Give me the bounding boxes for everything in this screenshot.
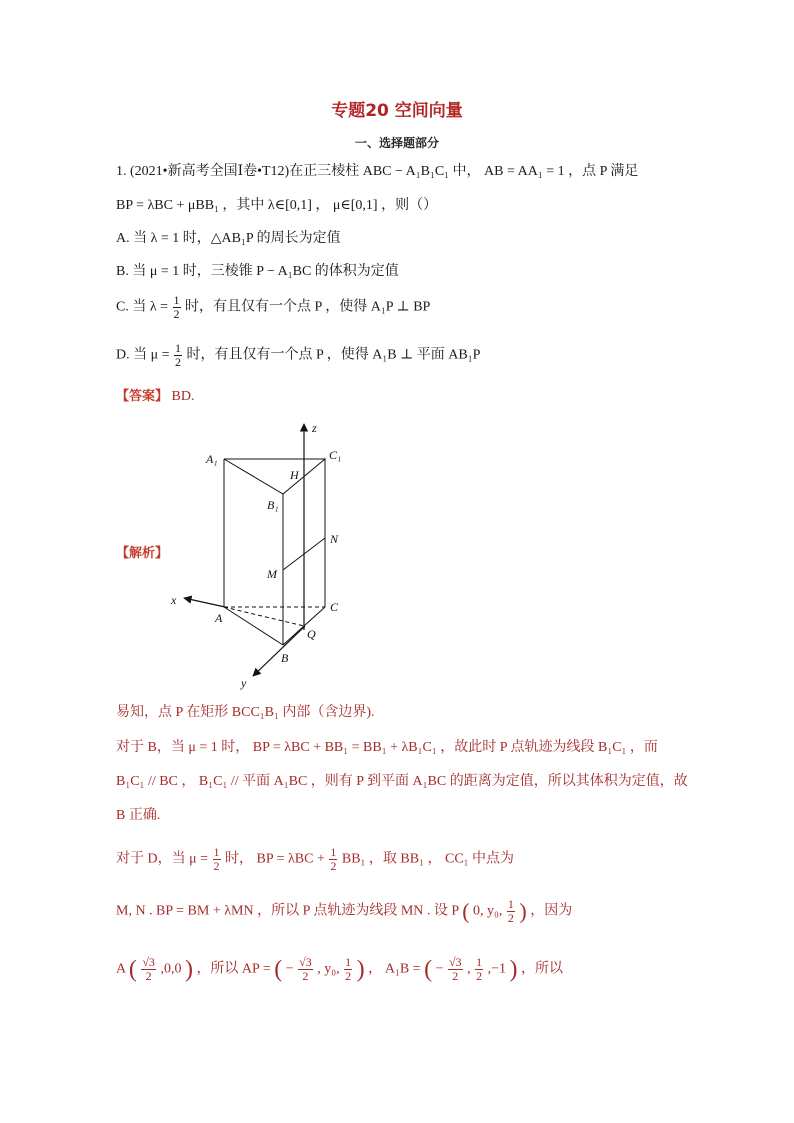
edge-ab — [224, 607, 283, 645]
analysis-p7: A ( $\frac{√3}{2}$ ,0,0 ) ，所以 AP = ( − $\frac{√3}{2}$ , y₀, $\frac{1}{2}$ ) ， A₁B = ( − $\frac{√3}{2}$ , $\frac{1}{2}$ ,−1 ) ，所以 — [116, 955, 563, 983]
fraction-numerator: 1 — [507, 897, 514, 911]
section-heading: 一、选择题部分 — [354, 136, 439, 150]
label-b1: B₁ — [267, 498, 279, 512]
fraction-numerator: 1 — [173, 293, 180, 307]
analysis-p5 — [116, 846, 514, 873]
fraction-denominator: 2 — [330, 859, 337, 873]
label-x: x — [171, 593, 177, 607]
label-c: C — [330, 600, 339, 614]
question-stem-line2: BP = λBC + μBB₁ ，其中 λ∈[0,1] ， μ∈[0,1] ，则（） — [116, 198, 438, 213]
y-axis — [253, 626, 305, 676]
prism-figure — [160, 418, 380, 693]
label-b: B — [281, 651, 289, 665]
label-a1: A₁ — [206, 452, 218, 466]
label-c1: C₁ — [329, 448, 342, 462]
question-stem-line1: 1. (2021•新高考全国Ⅰ卷•T12)在正三棱柱 ABC − A₁B₁C₁ 中， AB = AA₁ = 1 ，点 P 满足 — [116, 164, 639, 179]
option-c-suffix: 时，有且仅有一个点 P ，使得 A₁P ⊥ BP — [185, 299, 431, 315]
fraction-half — [329, 846, 337, 873]
fraction-denominator: 2 — [345, 969, 352, 983]
fraction-numerator: 1 — [476, 955, 483, 969]
label-a: A — [215, 611, 223, 625]
fraction-half — [213, 846, 221, 873]
option-d — [116, 342, 480, 369]
label-m: M — [267, 567, 277, 581]
fraction-half — [507, 898, 515, 925]
analysis-p6 — [116, 898, 572, 925]
fraction-half — [174, 342, 182, 369]
option-c-prefix: C. 当 λ = — [116, 299, 169, 315]
p6-suffix: ，因为 — [530, 903, 573, 919]
fraction-denominator: 2 — [173, 307, 180, 321]
fraction-sqrt3-over-2: $\frac{√3}{2}$ — [299, 955, 312, 983]
paren-open: ( — [462, 898, 470, 924]
fraction-denominator: 2 — [213, 859, 220, 873]
top-face — [224, 459, 325, 494]
p7-a: A — [116, 961, 126, 977]
analysis-p1: 易知，点 P 在矩形 BCC₁B₁ 内部（含边界). — [116, 705, 375, 720]
fraction-denominator: 2 — [476, 969, 483, 983]
p7-c: ， A₁B = — [368, 961, 421, 977]
fraction-sqrt3-over-2: $\frac{√3}{2}$ — [142, 955, 155, 983]
analysis-p3: B₁C₁ // BC ， B₁C₁ // 平面 A₁BC ，则有 P 到平面 A₁BC 的距离为定值，所以其体积为定值，故 — [116, 774, 688, 789]
fraction-numerator: 1 — [345, 955, 352, 969]
answer-value: BD. — [171, 389, 195, 404]
answer-line — [116, 387, 194, 407]
fraction-sqrt3-over-2: $\frac{√3}{2}$ — [448, 955, 462, 983]
option-d-prefix: D. 当 μ = — [116, 347, 170, 363]
option-c — [116, 294, 430, 321]
analysis-p4: B 正确. — [116, 808, 161, 823]
fraction-half — [173, 294, 181, 321]
fraction-half — [475, 956, 483, 983]
fraction-denominator: 2 — [175, 355, 182, 369]
option-a: A. 当 λ = 1 时，△AB₁P 的周长为定值 — [116, 231, 341, 246]
p5-suffix: BB₁ ，取 BB₁ ， CC₁ 中点为 — [341, 851, 515, 867]
p5-prefix: 对于 D，当 μ = — [116, 851, 209, 867]
page-title: 专题20 空间向量 — [331, 101, 463, 121]
fraction-denominator: 2 — [507, 911, 514, 925]
p6-prefix: M, N . BP = BM + λMN ，所以 P 点轨迹为线段 MN . 设 P — [116, 903, 459, 919]
label-h: H — [290, 468, 299, 482]
segment-aq-hidden — [224, 607, 304, 626]
p7-b: ，所以 AP = — [196, 961, 271, 977]
label-z: z — [312, 421, 317, 435]
fraction-half — [344, 956, 352, 983]
analysis-p2: 对于 B，当 μ = 1 时， BP = λBC + BB₁ = BB₁ + λB₁C₁ ，故此时 P 点轨迹为线段 B₁C₁ ，而 — [116, 740, 658, 755]
p7-d: ，所以 — [520, 961, 563, 977]
answer-tag: 【答案】 — [116, 389, 169, 404]
paren-close: ) — [519, 898, 527, 924]
option-d-suffix: 时，有且仅有一个点 P ，使得 A₁B ⊥ 平面 AB₁P — [186, 347, 481, 363]
x-axis — [184, 598, 225, 607]
analysis-tag: 【解析】 — [116, 546, 169, 561]
fraction-numerator: 1 — [330, 845, 337, 859]
option-b: B. 当 μ = 1 时，三棱锥 P − A₁BC 的体积为定值 — [116, 264, 399, 279]
p5-middle: 时， BP = λBC + — [225, 851, 325, 867]
label-q: Q — [307, 627, 316, 641]
label-y: y — [241, 676, 247, 690]
fraction-numerator: 1 — [213, 845, 220, 859]
p6-coords: 0, y₀, — [473, 903, 503, 919]
label-n: N — [330, 532, 339, 546]
fraction-numerator: 1 — [175, 341, 182, 355]
